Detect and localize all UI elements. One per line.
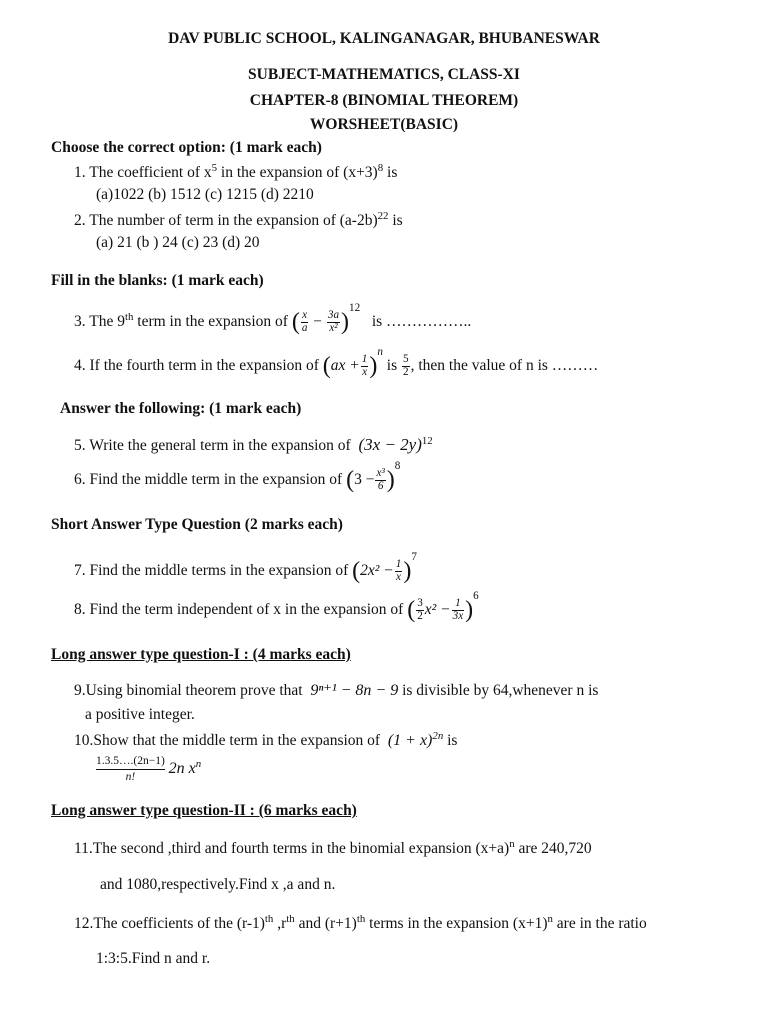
q1-exp5: 5 (211, 162, 218, 174)
q3-text-b: term in the expansion of (133, 312, 288, 330)
q12-th1: th (264, 913, 274, 925)
q6-x3: x³ (376, 467, 385, 480)
q10-text-a: 10.Show that the middle term in the expansion of (74, 732, 381, 750)
q12-text-e: are in the ratio (552, 915, 647, 933)
q10-exp: 2n (432, 730, 444, 742)
q12-text-c: and (r+1) (294, 915, 357, 933)
q1-text-a: The coefficient of x (89, 164, 212, 182)
q3-th: th (124, 310, 134, 323)
q8-three: 3 (417, 597, 423, 610)
q1-number: 1. (74, 164, 86, 182)
q10-expr: (1 + x) (387, 732, 433, 750)
question-1 (74, 162, 397, 183)
q9-text-a: 9.Using binomial theorem prove that (74, 682, 303, 699)
q3-exp: 12 (349, 302, 361, 314)
q8-exp: 6 (473, 590, 479, 602)
q5-expr: (3x − 2y) (358, 435, 422, 455)
q11-text-b: are 240,720 (514, 840, 592, 858)
q4-exp: n (377, 346, 383, 358)
question-7: 7. Find the middle terms in the expansion of (2x² − $\frac{1}{x}$ )$^7$ (74, 551, 417, 584)
q8-x2: x² − (424, 600, 451, 618)
q6-three: 3 − (354, 470, 375, 488)
q7-number: 7. (74, 561, 86, 579)
q10-tail-exp: n (195, 757, 202, 770)
question-3: 3. The 9th term in the expansion of ( $\frac{x}{a}$ − $\frac{3a}{\text{x²}}$ )$^{12}$ is …………….. (74, 302, 472, 335)
q3-3a: 3a (327, 309, 340, 322)
question-11 (74, 838, 592, 859)
q12-text-f: 1:3:5.Find n and r. (96, 950, 211, 967)
question-4: 4. If the fourth term in the expansion of (ax + $\frac{1}{x}$ )$^n$ is $\frac{5}{2}$ , then the value of n is ……… (74, 346, 599, 379)
q7-exp: 7 (411, 551, 417, 563)
q10-tail: 2n x (168, 760, 196, 777)
q1-text-c: is (383, 164, 398, 182)
q4-tail: , then the value of n is ……… (410, 356, 599, 374)
q11-text-c: and 1080,respectively.Find x ,a and n. (100, 876, 336, 893)
q10-text-b: is (447, 732, 458, 750)
q3-x2: x² (329, 321, 338, 334)
q10-numerator: 1.3.5….(2n−1) (96, 754, 165, 770)
q6-exp: 8 (394, 460, 401, 472)
q8-one: 1 (452, 598, 465, 611)
q3-a: a (301, 321, 308, 334)
question-2 (74, 210, 403, 231)
q10-denominator: n! (125, 770, 136, 783)
q4-number: 4. (74, 356, 86, 374)
q9-text-b: is divisible by 64,whenever n is (402, 682, 599, 699)
worksheet-title: WORSHEET(BASIC) (309, 116, 459, 133)
q8-number: 8. (74, 600, 86, 618)
section-long1-heading: Long answer type question-I : (4 marks each) (51, 646, 351, 663)
section-answer-heading: Answer the following: (1 mark each) (60, 400, 302, 417)
question-10 (74, 730, 457, 751)
q12-th2: th (286, 913, 295, 925)
q7-text: Find the middle terms in the expansion of (89, 561, 349, 579)
q8-3x: 3x (452, 609, 464, 622)
q7-expr: 2x² − (360, 561, 394, 579)
question-8: 8. Find the term independent of x in the expansion of ( $\frac{3}{2}$ x² − $\frac{1}{3x}$ )$^6$ (74, 590, 479, 623)
q1-exp8: 8 (377, 162, 384, 174)
q1-options: (a)1022 (b) 1512 (c) 1215 (d) 2210 (96, 186, 314, 203)
q6-number: 6. (74, 470, 86, 488)
q4-x: x (362, 365, 368, 378)
q5-text: Write the general term in the expansion of (89, 437, 351, 455)
question-6: 6. Find the middle term in the expansion of (3 − $\frac{\text{x³}}{6}$ )$^8$ (74, 460, 401, 493)
q8-text: Find the term independent of x in the expansion of (89, 600, 404, 618)
q4-ax: ax + (330, 356, 360, 374)
q7-one: 1 (395, 558, 402, 571)
q2-tail: is (388, 212, 403, 230)
q4-is: is (386, 356, 398, 374)
q1-text-b: in the expansion of (x+3) (217, 164, 378, 182)
q12-exp: n (547, 913, 553, 925)
section-long2-heading: Long answer type question-II : (6 marks each) (51, 802, 357, 819)
section-short-heading: Short Answer Type Question (2 marks each) (51, 516, 343, 533)
q9-expr: 9ⁿ⁺¹ − 8n − 9 (310, 682, 399, 699)
q9-text-c: a positive integer. (85, 706, 195, 723)
school-name: DAV PUBLIC SCHOOL, KALINGANAGAR, BHUBANESWAR (168, 30, 600, 47)
q2-text: The number of term in the expansion of (a-2b) (89, 212, 378, 230)
q4-one: 1 (361, 353, 368, 366)
q3-tail: is …………….. (371, 312, 472, 330)
q5-exp: 12 (421, 435, 433, 447)
q7-x: x (396, 570, 401, 583)
chapter-line: CHAPTER-8 (BINOMIAL THEOREM) (249, 92, 519, 109)
q6-six: 6 (377, 479, 384, 492)
q3-number: 3. (74, 312, 86, 330)
q10-formula (96, 754, 201, 785)
q12-th3: th (356, 913, 366, 925)
q2-number: 2. (74, 212, 86, 230)
q3-text-a: The 9 (89, 312, 125, 330)
q12-text-d: terms in the expansion (x+1) (365, 915, 548, 933)
section-fill-heading: Fill in the blanks: (1 mark each) (51, 272, 264, 289)
question-5 (74, 435, 433, 456)
q11-exp: n (509, 838, 515, 850)
q4-five: 5 (403, 353, 409, 366)
q3-x: x (302, 309, 308, 322)
q6-text: Find the middle term in the expansion of (89, 470, 343, 488)
q5-number: 5. (74, 437, 86, 455)
q11-text-a: 11.The second ,third and fourth terms in the binomial expansion (x+a) (74, 840, 510, 858)
q4-text-a: If the fourth term in the expansion of (89, 356, 319, 374)
q2-exp: 22 (377, 210, 389, 222)
q4-two: 2 (403, 365, 409, 378)
q8-two: 2 (417, 609, 423, 622)
q12-text-b: ,r (273, 915, 287, 933)
q12-text-a: 12.The coefficients of the (r-1) (74, 915, 265, 933)
section-mcq-heading: Choose the correct option: (1 mark each) (51, 139, 322, 156)
subject-line: SUBJECT-MATHEMATICS, CLASS-XI (248, 66, 520, 83)
question-9 (74, 681, 598, 701)
question-12 (74, 913, 647, 934)
q2-options: (a) 21 (b ) 24 (c) 23 (d) 20 (96, 234, 260, 251)
